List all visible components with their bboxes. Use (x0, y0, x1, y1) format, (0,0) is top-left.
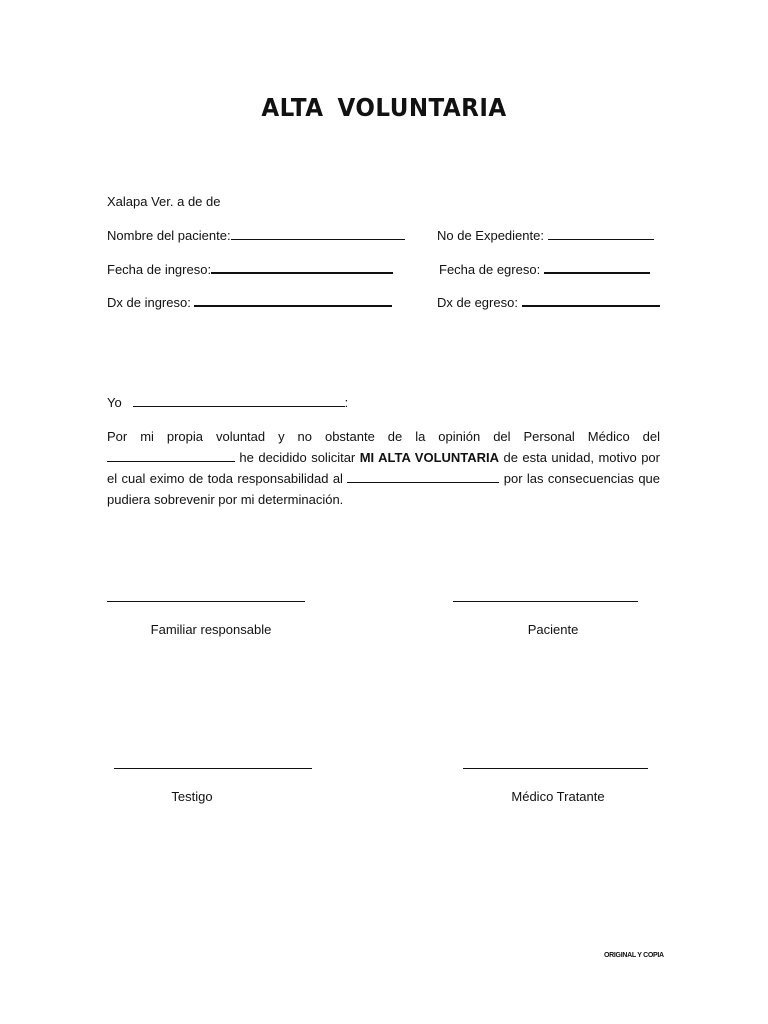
paragraph-text-1: Por mi propia voluntad y no obstante de la opinión del Personal Médico del (107, 429, 660, 444)
family-signature-label: Familiar responsable (150, 622, 272, 637)
paragraph-text-4: por las consecuencias que pudiera sobrevenir por mi determinación. (107, 471, 661, 507)
place-date-line: Xalapa Ver. a de de (107, 194, 221, 209)
patient-signature-line (453, 601, 638, 602)
family-signature-line (107, 601, 305, 602)
paragraph-bold-text: MI ALTA VOLUNTARIA (359, 450, 500, 465)
yo-suffix: : (344, 395, 349, 410)
admission-dx-blank (194, 294, 392, 307)
file-number-field (437, 228, 654, 243)
patient-name-blank (231, 228, 405, 240)
discharge-date-label: Fecha de egreso: (439, 262, 541, 277)
file-number-label: No de Expediente: (437, 228, 544, 243)
document-title: ALTA VOLUNTARIA (261, 93, 507, 122)
file-number-blank (548, 228, 654, 240)
responsibility-blank (347, 471, 499, 483)
paragraph-text-2: he decidido solicitar (235, 450, 360, 465)
patient-name-field (107, 228, 405, 243)
doctor-signature-line (463, 768, 648, 769)
paragraph-text-3: de esta unidad, motivo por el cual eximo de toda responsabilidad al (107, 450, 660, 486)
discharge-dx-blank (522, 294, 660, 307)
patient-name-label: Nombre del paciente: (107, 228, 231, 243)
admission-date-field (107, 261, 393, 277)
doctor-signature-label: Médico Tratante (511, 789, 605, 804)
witness-signature-label: Testigo (171, 789, 213, 804)
discharge-date-field (439, 261, 650, 277)
admission-dx-field (107, 294, 392, 310)
admission-dx-label: Dx de ingreso: (107, 295, 191, 310)
yo-name-blank (133, 395, 345, 407)
medical-staff-blank (107, 450, 235, 462)
witness-signature-line (114, 768, 312, 769)
footer-note: ORIGINAL Y COPIA (604, 952, 664, 959)
discharge-dx-label: Dx de egreso: (437, 295, 518, 310)
discharge-dx-field (437, 294, 660, 310)
declaration-paragraph (107, 426, 660, 510)
yo-line (107, 395, 348, 410)
admission-date-blank (211, 261, 393, 274)
patient-signature-label: Paciente (527, 622, 579, 637)
discharge-date-blank (544, 261, 650, 274)
yo-label: Yo (107, 395, 122, 410)
admission-date-label: Fecha de ingreso: (107, 262, 212, 277)
